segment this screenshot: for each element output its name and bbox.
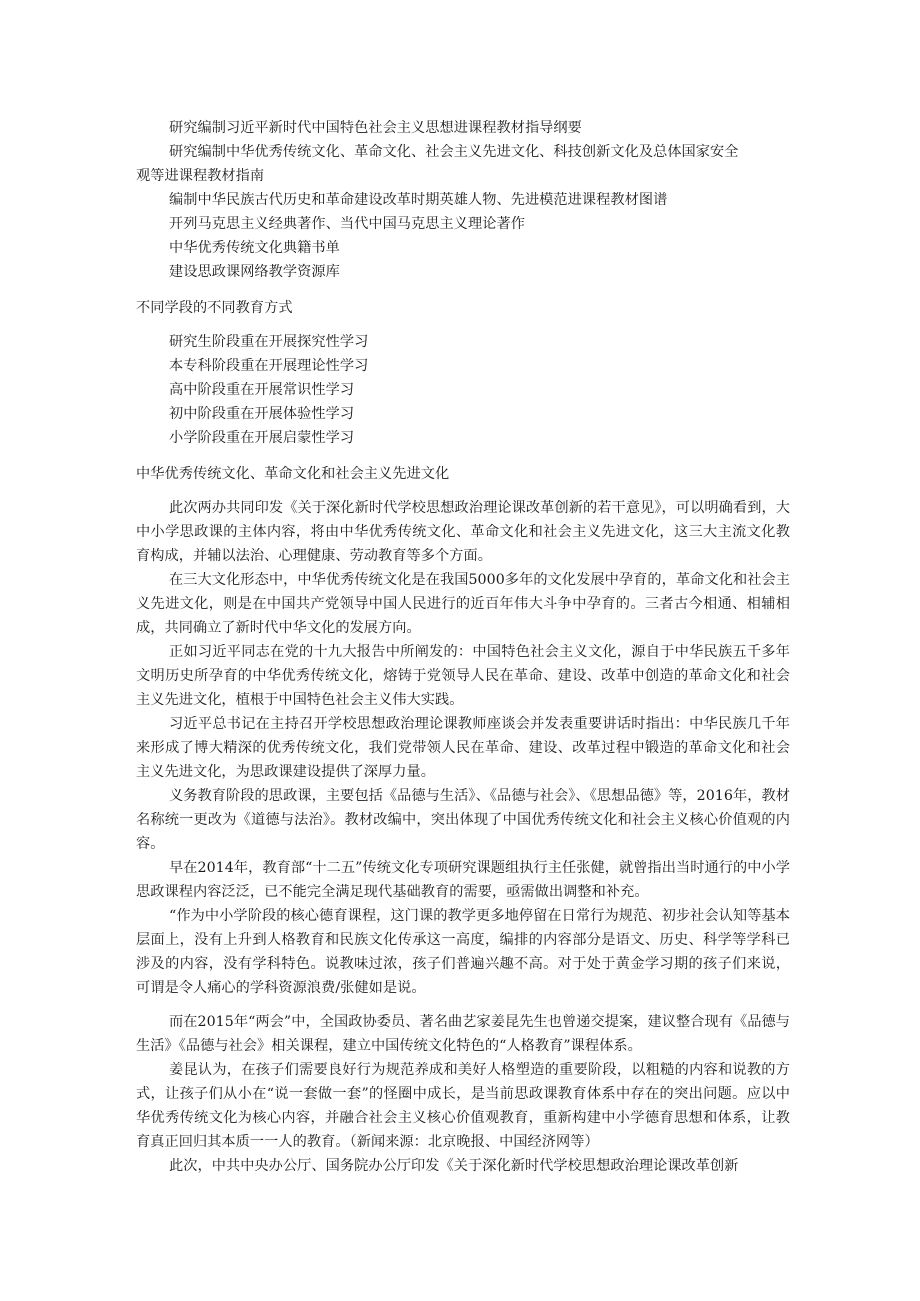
list-item: 小学阶段重在开展启蒙性学习 <box>169 430 355 446</box>
list-item: 本专科阶段重在开展理论性学习 <box>169 358 369 374</box>
paragraph: 早在2014年，教育部“十二五”传统文化专项研究课题组执行主任张健，就曾指出当时通行的中小学思政课程内容泛泛，已不能完全满足现代基础教育的需要，亟需做出调整和补充。 <box>136 860 790 900</box>
list-item: 研究编制习近平新时代中国特色社会主义思想进课程教材指导纲要 <box>169 120 582 136</box>
paragraph: 正如习近平同志在党的十九大报告中所阐发的：中国特色社会主义文化，源自于中华民族五千多年文明历史所孕育的中华优秀传统文化，熔铸于党领导人民在革命、建设、改革中创造的革命文化和社会主义先进文化，植根于中国特色社会主义伟大实践。 <box>136 644 790 708</box>
paragraph: 习近平总书记在主持召开学校思想政治理论课教师座谈会并发表重要讲话时指出：中华民族几千年来形成了博大精深的优秀传统文化，我们党带领人民在革命、建设、改革过程中锻造的革命文化和社会主义先进文化，为思政课建设提供了深厚力量。 <box>136 716 790 780</box>
paragraph: 此次两办共同印发《关于深化新时代学校思想政治理论课改革创新的若干意见》，可以明确看到，大中小学思政课的主体内容，将由中华优秀传统文化、革命文化和社会主义先进文化，这三大主流文化教育构成，并辅以法治、心理健康、劳动教育等多个方面。 <box>136 500 790 564</box>
list-item: 研究生阶段重在开展探究性学习 <box>169 334 369 350</box>
paragraph: 义务教育阶段的思政课，主要包括《品德与生活》、《品德与社会》、《思想品德》等，2016年，教材名称统一更改为《道德与法治》。教材改编中，突出体现了中国优秀传统文化和社会主义核心价值观的内容。 <box>136 788 790 852</box>
list-item: 中华优秀传统文化典籍书单 <box>169 240 340 256</box>
paragraph: 而在2015年“两会”中，全国政协委员、著名曲艺家姜昆先生也曾递交提案，建议整合现有《品德与生活》《品德与社会》相关课程，建立中国传统文化特色的“人格教育”课程体系。 <box>136 1014 790 1054</box>
list-item: 高中阶段重在开展常识性学习 <box>169 382 355 398</box>
section-heading: 不同学段的不同教育方式 <box>136 300 293 316</box>
list-item: 建设思政课网络教学资源库 <box>169 264 340 280</box>
list-item: 初中阶段重在开展体验性学习 <box>169 406 355 422</box>
list-item: 研究编制中华优秀传统文化、革命文化、社会主义先进文化、科技创新文化及总体国家安全 观等进课程教材指南 <box>136 144 739 184</box>
stages-list <box>136 330 790 450</box>
paragraph: 姜昆认为，在孩子们需要良好行为规范养成和美好人格塑造的重要阶段，以粗糙的内容和说教的方式，让孩子们从小在“说一套做一套”的怪圈中成长，是当前思政课教育体系中存在的突出问题。应以中华优秀传统文化为核心内容，并融合社会主义核心价值观教育，重新构建中小学德育思想和体系，让教育真正回归其本质一一人的教育。（新闻来源：北京晚报、中国经济网等） <box>136 1062 790 1150</box>
paragraph: 在三大文化形态中，中华优秀传统文化是在我国5000多年的文化发展中孕育的，革命文化和社会主义先进文化，则是在中国共产党领导中国人民进行的近百年伟大斗争中孕育的。三者古今相通、相辅相成，共同确立了新时代中华文化的发展方向。 <box>136 572 790 636</box>
materials-list <box>136 116 790 284</box>
list-item: 编制中华民族古代历史和革命建设改革时期英雄人物、先进模范进课程教材图谱 <box>169 192 668 208</box>
paragraph: “作为中小学阶段的核心德育课程，这门课的教学更多地停留在日常行为规范、初步社会认知等基本层面上，没有上升到人格教育和民族文化传承这一高度，编排的内容部分是语文、历史、科学等学科已涉及的内容，没有学科特色。说教味过浓，孩子们普遍兴趣不高。对于处于黄金学习期的孩子们来说，可谓是令人痛心的学科资源浪费/张健如是说。 <box>136 908 790 996</box>
document-body <box>136 116 790 1178</box>
paragraph: 此次，中共中央办公厅、国务院办公厅印发《关于深化新时代学校思想政治理论课改革创新 <box>169 1158 739 1174</box>
list-item: 开列马克思主义经典著作、当代中国马克思主义理论著作 <box>169 216 525 232</box>
section-heading: 中华优秀传统文化、革命文化和社会主义先进文化 <box>136 466 450 482</box>
